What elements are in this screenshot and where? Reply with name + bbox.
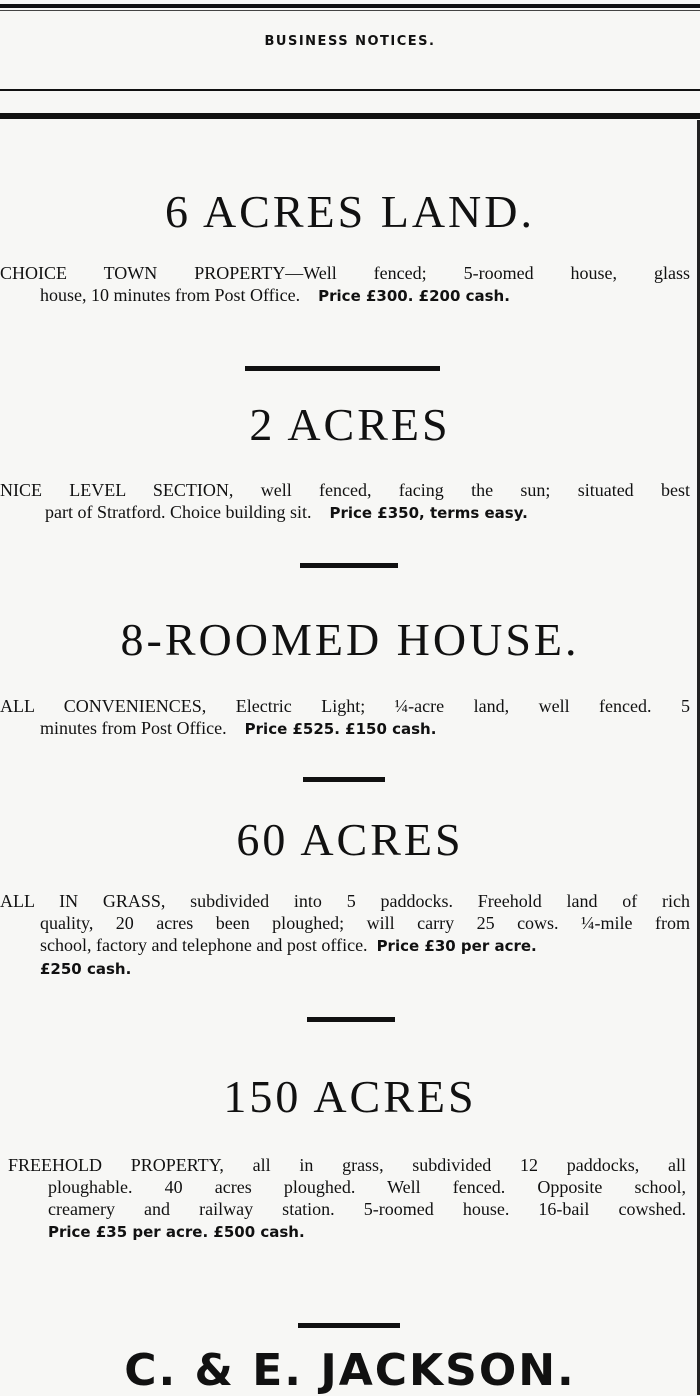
- firm-name: C. & E. JACKSON.: [124, 1345, 576, 1396]
- notice-line: [0, 934, 690, 957]
- notice-price: Price £350, terms easy.: [329, 504, 528, 522]
- separator-rule: [307, 1017, 395, 1022]
- notice-line-text: minutes from Post Office.: [40, 718, 227, 738]
- section-heading: BUSINESS NOTICES.: [264, 34, 436, 49]
- notice-body: [0, 262, 690, 307]
- notice-line: ALL IN GRASS, subdivided into 5 paddocks. Freehold land of rich: [0, 891, 690, 911]
- notice-line: ALL CONVENIENCES, Electric Light; ¼-acre land, well fenced. 5: [0, 696, 690, 716]
- separator-rule: [300, 563, 398, 568]
- notice-title: 8-ROOMED HOUSE.: [120, 614, 580, 665]
- header-rule-thick: [0, 113, 700, 119]
- notice-line: [0, 957, 690, 980]
- separator-rule: [245, 366, 440, 371]
- notice-line: [0, 284, 690, 307]
- notice-body: [0, 479, 690, 524]
- notice-price: £250 cash.: [40, 960, 132, 978]
- notice-body: [8, 1154, 698, 1243]
- notice-line: [0, 501, 690, 524]
- separator-rule: [298, 1323, 400, 1328]
- notice-body: [0, 695, 690, 740]
- notice-line: CHOICE TOWN PROPERTY—Well fenced; 5-roomed house, glass: [0, 263, 690, 283]
- notice-price: Price £35 per acre. £500 cash.: [48, 1223, 305, 1241]
- notice-line: creamery and railway station. 5-roomed house. 16-bail cowshed.: [48, 1199, 686, 1219]
- notice-line: NICE LEVEL SECTION, well fenced, facing the sun; situated best: [0, 480, 690, 500]
- notice-price-inline: Price £30 per acre.: [376, 937, 537, 955]
- notice-line-text: part of Stratford. Choice building sit.: [45, 502, 312, 522]
- separator-rule: [303, 777, 385, 782]
- notice-title: 2 ACRES: [249, 399, 451, 450]
- top-rule: [0, 4, 700, 8]
- notice-price: Price £525. £150 cash.: [244, 720, 437, 738]
- notice-title: 60 ACRES: [236, 814, 464, 865]
- top-rule-thin: [0, 10, 700, 11]
- notice-line-text: school, factory and telephone and post office.: [40, 935, 368, 955]
- notice-line: ploughable. 40 acres ploughed. Well fenced. Opposite school,: [48, 1177, 686, 1197]
- notice-line-text: house, 10 minutes from Post Office.: [40, 285, 301, 305]
- notice-title: 6 ACRES LAND.: [165, 186, 535, 237]
- notice-price: Price £300. £200 cash.: [318, 287, 510, 305]
- notice-body: [0, 890, 690, 980]
- notice-title: 150 ACRES: [223, 1071, 477, 1122]
- notice-line: [8, 1220, 698, 1243]
- notice-line: [0, 717, 690, 740]
- header-rule: [0, 89, 700, 91]
- notice-line: FREEHOLD PROPERTY, all in grass, subdivided 12 paddocks, all: [8, 1155, 686, 1175]
- notice-line: quality, 20 acres been ploughed; will carry 25 cows. ¼-mile from: [40, 913, 690, 933]
